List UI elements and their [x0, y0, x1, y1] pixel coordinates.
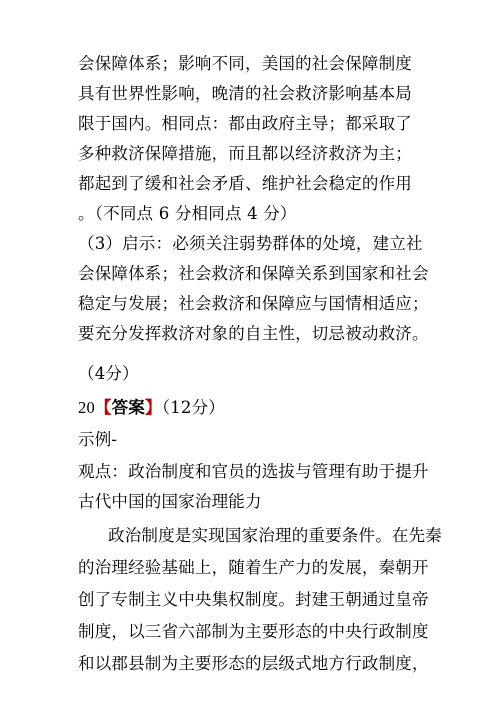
text-line: 限于国内。相同点：都由政府主导；都采取了	[78, 114, 412, 133]
text-line: （3）启示：必须关注弱势群体的处境，建立社	[78, 234, 423, 253]
text-line: 稳定与发展；社会救济和保障应与国情相适应；	[78, 294, 429, 313]
essay-line: 政治制度是实现国家治理的重要条件。在先秦	[108, 526, 442, 545]
example-label: 示例-	[78, 430, 118, 449]
essay-line: 制度，以三省六部制为主要形态的中央行政制度	[78, 622, 429, 641]
viewpoint-line: 观点：政治制度和官员的选拔与管理有助于提升	[78, 462, 429, 481]
text-line: 多种救济保障措施，而且都以经济救济为主；	[78, 144, 412, 163]
text-line: 会保障体系；影响不同，美国的社会保障制度	[78, 54, 412, 73]
text-line: 具有世界性影响，晚清的社会救济影响基本局	[78, 84, 412, 103]
answer-label: 答案	[111, 398, 146, 417]
essay-line: 的治理经验基础上，随着生产力的发展，秦朝开	[78, 558, 429, 577]
text-line: 都起到了缓和社会矛盾、维护社会稳定的作用	[78, 174, 412, 193]
answer-heading	[78, 398, 225, 418]
question-number: 20	[78, 398, 95, 417]
text-line: 会保障体系；社会救济和保障关系到国家和社会	[78, 264, 429, 283]
essay-line: 和以郡县制为主要形态的层级式地方行政制度，	[78, 654, 429, 673]
answer-bracket-open: 【	[94, 398, 112, 417]
answer-bracket-close: 】	[145, 398, 162, 417]
text-line: （4分）	[78, 364, 139, 383]
text-line: 要充分发挥救济对象的自主性，切忌被动救济。	[78, 324, 429, 343]
essay-line: 创了专制主义中央集权制度。封建王朝通过皇帝	[78, 590, 429, 609]
text-line: 。（不同点 6 分相同点 4 分）	[78, 204, 297, 223]
viewpoint-line: 古代中国的国家治理能力	[78, 492, 262, 511]
answer-score: （12分）	[161, 398, 225, 417]
